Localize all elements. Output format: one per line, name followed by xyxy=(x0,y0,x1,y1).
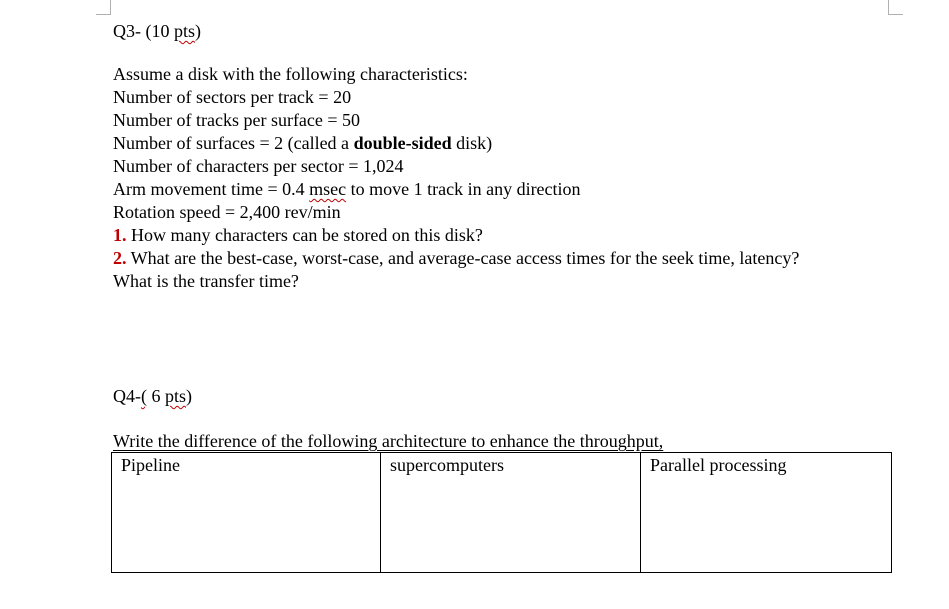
q3-question-1: 1. How many characters can be stored on this disk? xyxy=(113,225,483,245)
architecture-comparison-table xyxy=(111,452,892,573)
q3-rotation: Rotation speed = 2,400 rev/min xyxy=(113,202,341,222)
q3-question-2-cont: What is the transfer time? xyxy=(113,271,299,291)
table-cell-supercomputers[interactable]: supercomputers xyxy=(381,453,641,479)
q3-surfaces: Number of surfaces = 2 (called a double-sided disk) xyxy=(113,133,493,153)
answer-cell-pipeline[interactable] xyxy=(112,478,381,573)
q3-heading: Q3- (10 pts) xyxy=(113,21,202,41)
q3-question-2: 2. What are the best-case, worst-case, and average-case access times for the seek time, latency? xyxy=(113,248,800,268)
table-header-row xyxy=(112,453,892,479)
q3-characters: Number of characters per sector = 1,024 xyxy=(113,156,404,176)
answer-cell-parallel-processing[interactable] xyxy=(641,478,892,573)
page-corner-mark-right xyxy=(888,0,903,15)
spell-check-word: pts xyxy=(165,386,187,406)
q3-intro: Assume a disk with the following characteristics: xyxy=(113,64,468,84)
q3-tracks: Number of tracks per surface = 50 xyxy=(113,110,361,130)
page-corner-mark-left xyxy=(96,0,111,15)
spell-check-word: msec xyxy=(309,179,347,199)
q3-arm-movement: Arm movement time = 0.4 msec to move 1 track in any direction xyxy=(113,179,581,199)
answer-cell-supercomputers[interactable] xyxy=(381,478,641,573)
spell-check-word: pts xyxy=(174,21,196,41)
q4-instruction: Write the difference of the following architecture to enhance the throughput, xyxy=(113,431,664,451)
table-cell-parallel-processing[interactable]: Parallel processing xyxy=(641,453,892,479)
q3-sectors: Number of sectors per track = 20 xyxy=(113,87,352,107)
table-cell-pipeline[interactable]: Pipeline xyxy=(112,453,381,479)
table-answer-row xyxy=(112,478,892,573)
q4-heading: Q4-( 6 pts) xyxy=(113,386,193,406)
